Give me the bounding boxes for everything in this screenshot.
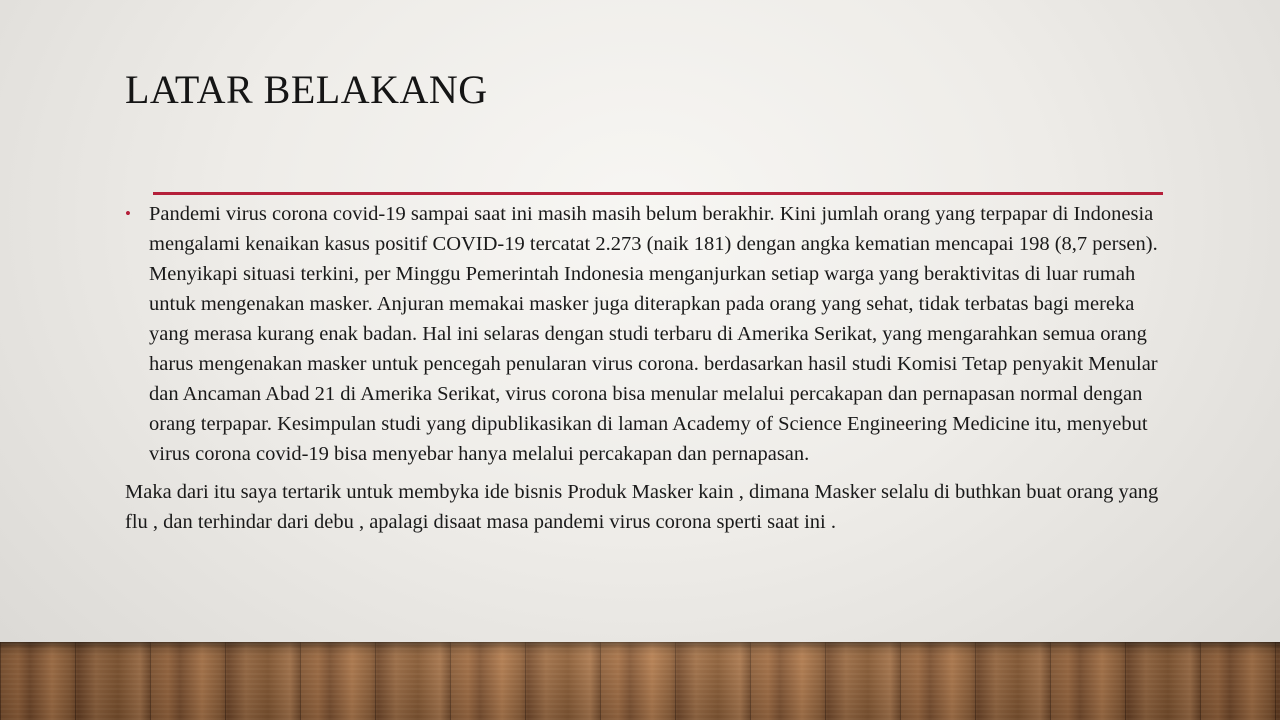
slide-title: LATAR BELAKANG bbox=[125, 67, 488, 112]
bullet-item bbox=[125, 199, 1165, 469]
wooden-floor-decoration bbox=[0, 642, 1280, 720]
title-divider bbox=[153, 192, 1163, 195]
slide-body bbox=[125, 199, 1165, 537]
bullet-marker: • bbox=[125, 204, 131, 223]
bullet-text: Pandemi virus corona covid-19 sampai saat ini masih masih belum berakhir. Kini jumlah orang yang terpapar di Indonesia mengalami kenaikan kasus positif COVID-19 tercatat 2.273 (naik 181) dengan angka kematian mencapai 198 (8,7 persen). Menyikapi situasi terkini, per Minggu Pemerintah Indonesia menganjurkan setiap warga yang beraktivitas di luar rumah untuk mengenakan masker. Anjuran memakai masker juga diterapkan pada orang yang sehat, tidak terbatas bagi mereka yang merasa kurang enak badan. Hal ini selaras dengan studi terbaru di Amerika Serikat, yang mengarahkan semua orang harus mengenakan masker untuk pencegah penularan virus corona. berdasarkan hasil studi Komisi Tetap penyakit Menular dan Ancaman Abad 21 di Amerika Serikat, virus corona bisa menular melalui percakapan dan pernapasan normal dengan orang terpapar. Kesimpulan studi yang dipublikasikan di laman Academy of Science Engineering Medicine itu, menyebut virus corona covid-19 bisa menyebar hanya melalui percakapan dan pernapasan. bbox=[149, 203, 1158, 465]
body-paragraph: Maka dari itu saya tertarik untuk membyka ide bisnis Produk Masker kain , dimana Masker selalu di buthkan buat orang yang flu , dan terhindar dari debu , apalagi disaat masa pandemi virus corona sperti saat ini . bbox=[125, 481, 1159, 533]
